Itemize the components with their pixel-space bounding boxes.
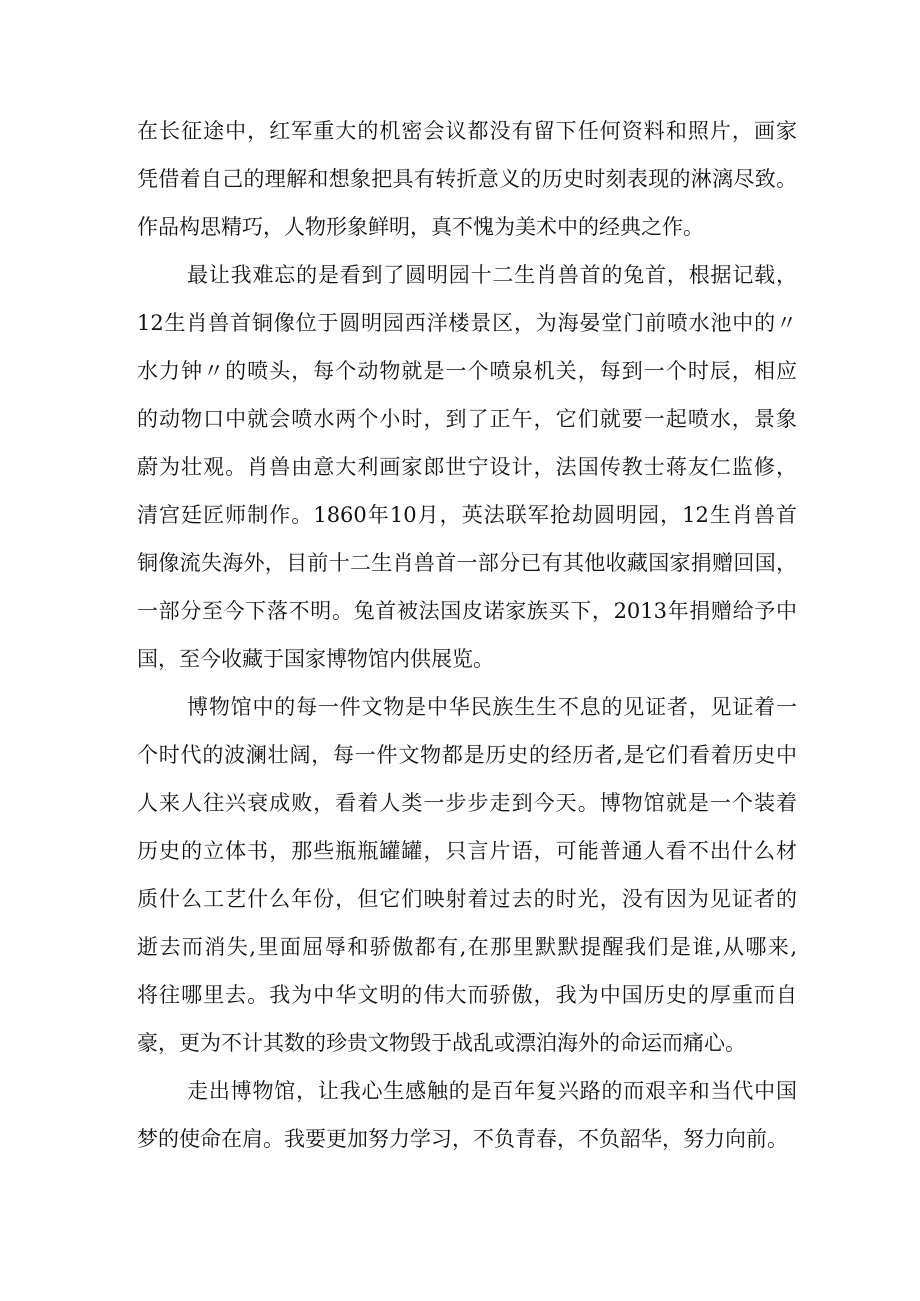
paragraph-1-line-3: 作品构思精巧，人物形象鲜明，真不愧为美术中的经典之作。: [137, 215, 704, 239]
paragraph-3-line-3: 人来人往兴衰成败，看着人类一步步走到今天。博物馆就是一个装着: [137, 791, 797, 815]
paragraph-4-line-1: 走出博物馆，让我心生感触的是百年复兴路的而艰辛和当代中国: [187, 1079, 797, 1103]
paragraph-3-line-5: 质什么工艺什么年份，但它们映射着过去的时光，没有因为见证者的: [137, 887, 797, 911]
paragraph-2-line-9: 国，至今收藏于国家博物馆内供展览。: [137, 647, 494, 671]
paragraph-2-line-6: 清宫廷匠师制作。1860年10月，英法联军抢劫圆明园，12生肖兽首: [137, 503, 797, 527]
paragraph-4-line-2: 梦的使命在肩。我要更加努力学习，不负青春，不负韶华，努力向前。: [137, 1127, 788, 1151]
paragraph-2-line-4: 的动物口中就会喷水两个小时，到了正午，它们就要一起喷水，景象: [137, 407, 797, 431]
paragraph-3-line-8: 豪，更为不计其数的珍贵文物毁于战乱或漂泊海外的命运而痛心。: [137, 1031, 746, 1055]
paragraph-3-line-4: 历史的立体书，那些瓶瓶罐罐，只言片语，可能普通人看不出什么材: [137, 839, 797, 863]
paragraph-2-line-1: 最让我难忘的是看到了圆明园十二生肖兽首的兔首，根据记载，: [187, 263, 797, 287]
paragraph-3-line-1: 博物馆中的每一件文物是中华民族生生不息的见证者，见证着一: [187, 695, 797, 719]
paragraph-2-line-2: 12生肖兽首铜像位于圆明园西洋楼景区，为海晏堂门前喷水池中的〃: [137, 311, 797, 335]
paragraph-3-line-6: 逝去而消失,里面屈辱和骄傲都有,在那里默默提醒我们是谁,从哪来,: [137, 935, 797, 959]
paragraph-2-line-8: 一部分至今下落不明。兔首被法国皮诺家族买下，2013年捐赠给予中: [137, 599, 797, 623]
paragraph-2-line-7: 铜像流失海外，目前十二生肖兽首一部分已有其他收藏国家捐赠回国，: [137, 551, 797, 575]
paragraph-1-line-1: 在长征途中，红军重大的机密会议都没有留下任何资料和照片，画家: [137, 119, 797, 143]
paragraph-1-line-2: 凭借着自己的理解和想象把具有转折意义的历史时刻表现的淋漓尽致。: [137, 167, 797, 191]
paragraph-2-line-3: 水力钟〃的喷头，每个动物就是一个喷泉机关，每到一个时辰，相应: [137, 359, 797, 383]
paragraph-2-line-5: 蔚为壮观。肖兽由意大利画家郎世宁设计，法国传教士蒋友仁监修，: [137, 455, 797, 479]
paragraph-3-line-2: 个时代的波澜壮阔，每一件文物都是历史的经历者,是它们看着历史中: [137, 743, 797, 767]
paragraph-3-line-7: 将往哪里去。我为中华文明的伟大而骄傲，我为中国历史的厚重而自: [137, 983, 797, 1007]
